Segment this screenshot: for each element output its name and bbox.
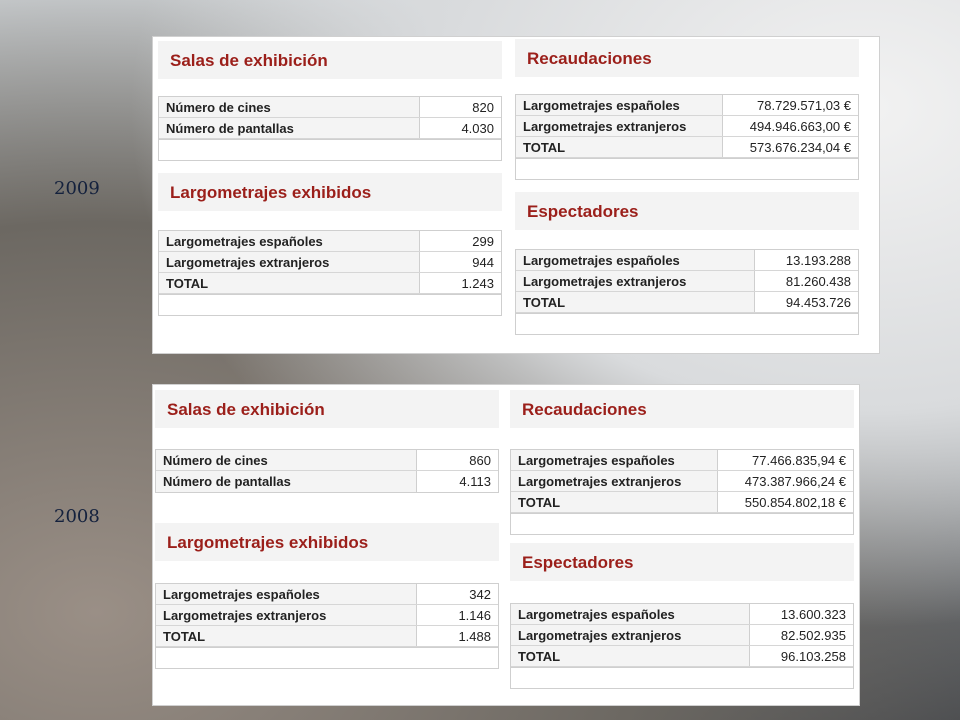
table-row: TOTAL 573.676.234,04 € — [516, 137, 858, 158]
table-row: Número de pantallas 4.030 — [159, 118, 501, 139]
table-row: Largometrajes extranjeros 473.387.966,24 € — [511, 471, 853, 492]
table-row: TOTAL 1.488 — [156, 626, 498, 647]
salas-table — [155, 449, 499, 493]
table-spacer — [159, 294, 501, 315]
table-row: Largometrajes españoles 78.729.571,03 € — [516, 95, 858, 116]
table-row: Largometrajes españoles 77.466.835,94 € — [511, 450, 853, 471]
table-row: Largometrajes españoles 342 — [156, 584, 498, 605]
stats-panel-2009 — [152, 36, 880, 354]
table-row: Número de cines 860 — [156, 450, 498, 471]
table-spacer — [511, 667, 853, 688]
table-spacer — [156, 647, 498, 668]
largos-header: Largometrajes exhibidos — [155, 523, 499, 561]
recaud-table — [510, 449, 854, 535]
espect-header: Espectadores — [510, 543, 854, 581]
espect-table — [515, 249, 859, 335]
table-spacer — [159, 139, 501, 160]
table-spacer — [516, 158, 858, 179]
table-row: TOTAL 96.103.258 — [511, 646, 853, 667]
table-row: TOTAL 94.453.726 — [516, 292, 858, 313]
table-row: Largometrajes españoles 13.193.288 — [516, 250, 858, 271]
espect-table — [510, 603, 854, 689]
table-spacer — [516, 313, 858, 334]
salas-header: Salas de exhibición — [158, 41, 502, 79]
table-row: Largometrajes extranjeros 1.146 — [156, 605, 498, 626]
table-spacer — [511, 513, 853, 534]
salas-header: Salas de exhibición — [155, 390, 499, 428]
table-row: Largometrajes extranjeros 944 — [159, 252, 501, 273]
largos-table — [155, 583, 499, 669]
recaud-header: Recaudaciones — [515, 39, 859, 77]
table-row: Número de cines 820 — [159, 97, 501, 118]
table-row: TOTAL 1.243 — [159, 273, 501, 294]
table-row: Largometrajes extranjeros 494.946.663,00 € — [516, 116, 858, 137]
largos-table — [158, 230, 502, 316]
stats-panel-2008 — [152, 384, 860, 706]
espect-header: Espectadores — [515, 192, 859, 230]
table-row: Número de pantallas 4.113 — [156, 471, 498, 492]
year-label-2008: 2008 — [54, 506, 100, 527]
recaud-header: Recaudaciones — [510, 390, 854, 428]
table-row: Largometrajes extranjeros 82.502.935 — [511, 625, 853, 646]
recaud-table — [515, 94, 859, 180]
table-row: Largometrajes extranjeros 81.260.438 — [516, 271, 858, 292]
table-row: Largometrajes españoles 13.600.323 — [511, 604, 853, 625]
table-row: TOTAL 550.854.802,18 € — [511, 492, 853, 513]
table-row: Largometrajes españoles 299 — [159, 231, 501, 252]
largos-header: Largometrajes exhibidos — [158, 173, 502, 211]
year-label-2009: 2009 — [54, 178, 100, 199]
salas-table — [158, 96, 502, 161]
